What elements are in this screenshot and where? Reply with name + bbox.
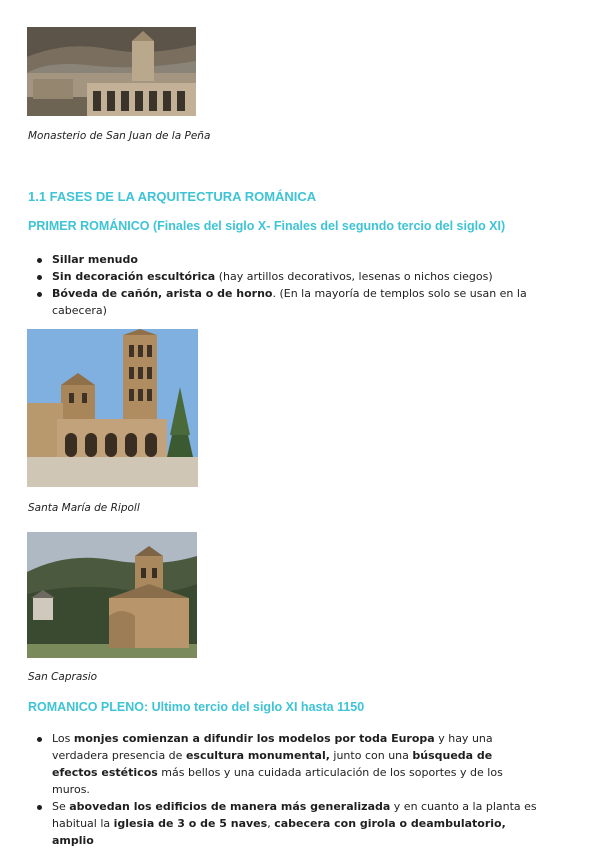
caption-caprasio: San Caprasio (28, 671, 98, 683)
san-juan-image (27, 27, 196, 116)
list-item: Los monjes comienzan a difundir los modelos por toda Europa y hay una verdadera presencia de escultura monumental, junto con una búsqueda de efectos estéticos más bellos y una cuidada articulación de los soportes y de los muros. (28, 730, 540, 798)
ripoll-image (27, 329, 198, 487)
list-item: Se abovedan los edificios de manera más generalizada y en cuanto a la planta es habitual la iglesia de 3 o de 5 naves, cabecera con girola o deambulatorio, amplio (28, 798, 540, 849)
list-item-bold: Bóveda de cañón, arista o de horno (52, 287, 273, 300)
list-item-text: (hay artillos decorativos, lesenas o nichos ciegos) (215, 270, 493, 283)
caprasio-image (27, 532, 197, 658)
list-item-bold: Sillar menudo (52, 253, 138, 266)
photo-santa-maria-de-ripoll (27, 329, 198, 487)
list-item (28, 285, 548, 319)
romanico-pleno-heading: ROMANICO PLENO: Ultimo tercio del siglo XI hasta 1150 (28, 700, 365, 714)
caption-san-juan: Monasterio de San Juan de la Peña (28, 130, 211, 142)
photo-san-juan-de-la-pena (27, 27, 196, 116)
list-item-bold: Sin decoración escultórica (52, 270, 216, 283)
romanico-pleno-list (28, 730, 540, 849)
primer-romanico-list (28, 251, 548, 319)
primer-romanico-heading: PRIMER ROMÁNICO (Finales del siglo X- Finales del segundo tercio del siglo XI) (28, 219, 506, 233)
list-item (28, 251, 548, 268)
caption-ripoll: Santa María de Ripoll (28, 502, 140, 514)
photo-san-caprasio (27, 532, 197, 658)
section-heading: 1.1 FASES DE LA ARQUITECTURA ROMÁNICA (28, 189, 317, 204)
list-item (28, 268, 548, 285)
list-item-text: . (En la mayoría de templos solo se usan en la cabecera) (52, 287, 527, 317)
